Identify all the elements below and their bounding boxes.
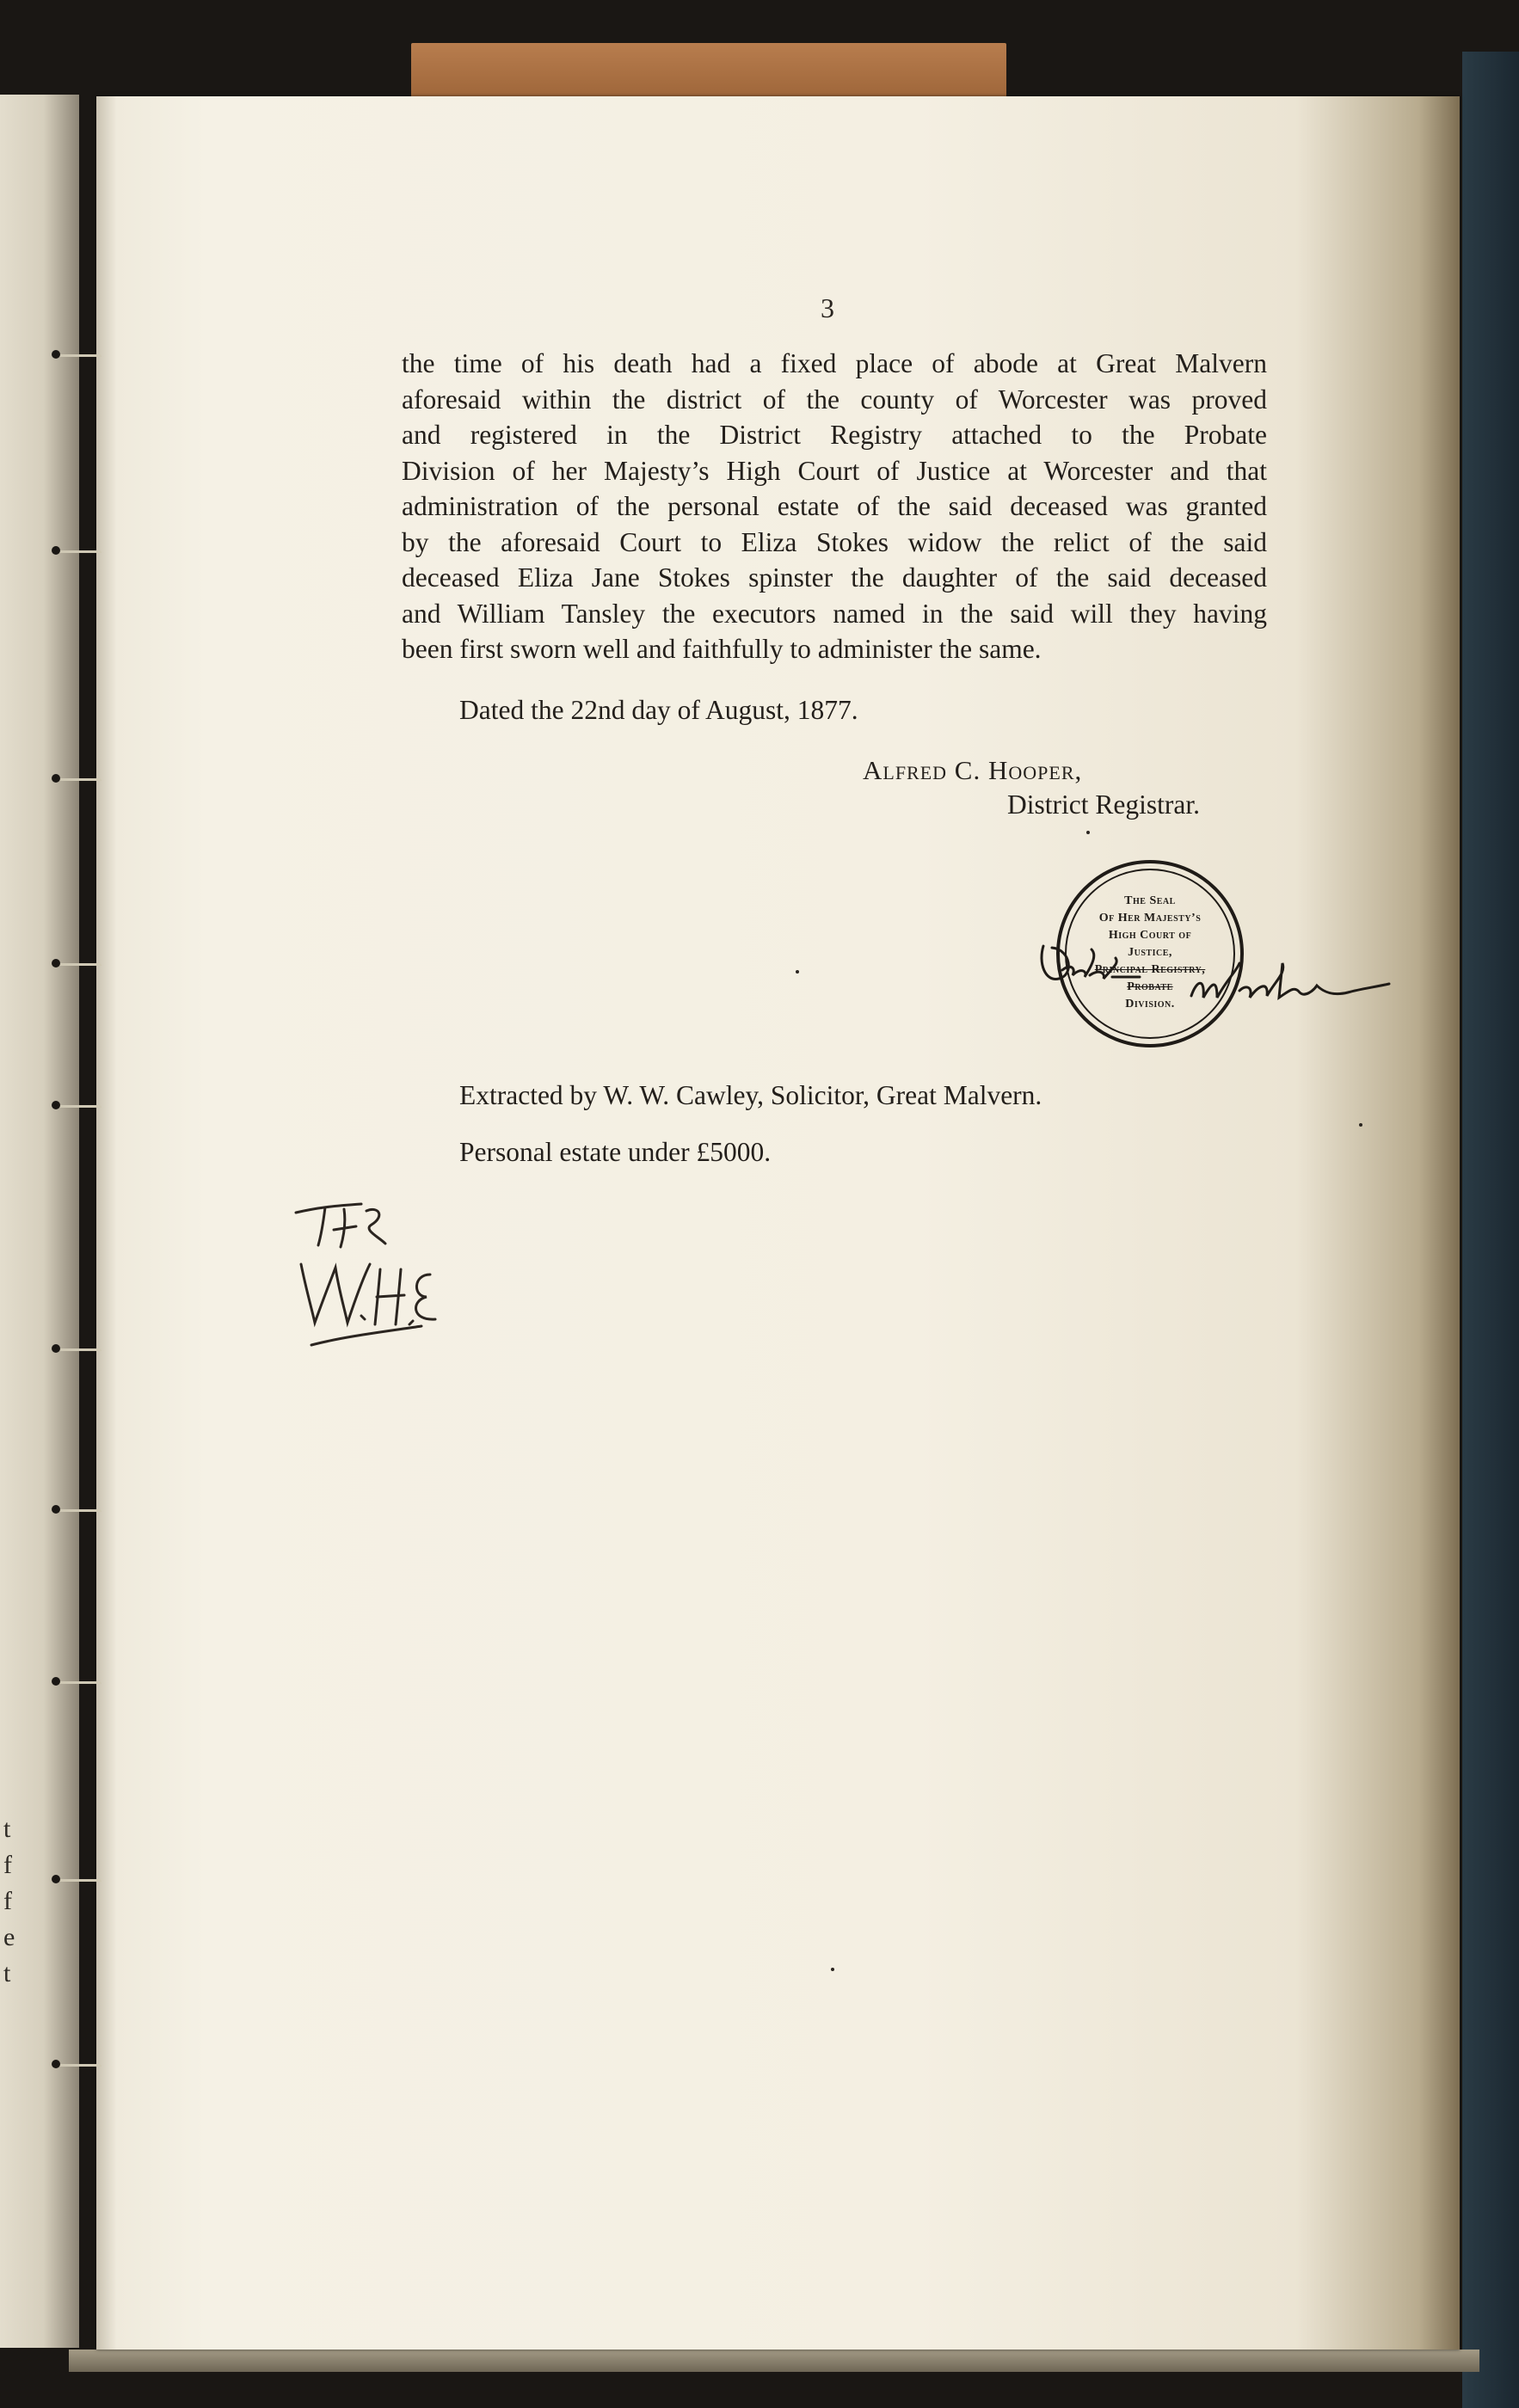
extracted-by-line: Extracted by W. W. Cawley, Solicitor, Great Malvern.: [459, 1080, 1042, 1110]
probate-body-text: [402, 346, 1267, 667]
margin-handwritten-initials: [284, 1195, 456, 1350]
body-line: aforesaid within the district of the county of Worcester was proved: [402, 384, 1267, 415]
paper-speck: [1359, 1123, 1362, 1127]
book-binding: [1462, 52, 1519, 2408]
seal-line: Principal Registry,: [1094, 963, 1206, 976]
left-page-fragment: e: [3, 1923, 15, 1951]
body-line: Division of her Majesty’s High Court of Justice at Worcester and that: [402, 455, 1267, 486]
dated-line: Dated the 22nd day of August, 1877.: [459, 695, 858, 725]
left-page-fragment: f: [3, 1887, 12, 1915]
seal-line: Division.: [1125, 998, 1175, 1010]
body-line: and William Tansley the executors named in the said will they having: [402, 598, 1267, 629]
binding-stitch: [57, 2064, 101, 2075]
left-page-fragment: f: [3, 1851, 12, 1879]
binding-stitch: [57, 354, 101, 366]
binding-stitch: [57, 1681, 101, 1692]
binding-stitch: [57, 1509, 101, 1520]
page-bottom-edge: [69, 2350, 1479, 2372]
seal-line: High Court of: [1108, 929, 1192, 942]
left-page-fragment: t: [3, 1959, 11, 1987]
paper-speck: [831, 1968, 834, 1971]
seal-line: Justice,: [1128, 946, 1172, 959]
binding-stitch: [57, 1879, 101, 1890]
binding-stitch: [57, 1348, 101, 1360]
seal-line: Of Her Majesty’s: [1098, 912, 1202, 924]
body-line: administration of the personal estate of the said deceased was granted: [402, 491, 1267, 521]
body-line: the time of his death had a fixed place of abode at Great Malvern: [402, 348, 1267, 378]
paper-speck: [1086, 831, 1090, 834]
seal-handwriting-signature: [1036, 929, 1398, 1032]
binding-stitch: [57, 550, 101, 562]
registrar-name: Alfred C. Hooper,: [863, 755, 1083, 785]
body-line: deceased Eliza Jane Stokes spinster the daughter of the said deceased: [402, 562, 1267, 593]
page-number: 3: [821, 292, 834, 323]
seal-line: The Seal: [1124, 894, 1176, 907]
binding-stitch: [57, 1105, 101, 1116]
body-line: and registered in the District Registry attached to the Probate: [402, 420, 1267, 450]
body-line: been first sworn well and faithfully to administer the same.: [402, 634, 1042, 664]
body-line: by the aforesaid Court to Eliza Stokes widow the relict of the said: [402, 526, 1267, 557]
binding-stitch: [57, 963, 101, 974]
left-page-fragment: t: [3, 1815, 11, 1843]
registrar-title: District Registrar.: [1007, 789, 1200, 820]
personal-estate-line: Personal estate under £5000.: [459, 1137, 772, 1167]
left-page-edge: [0, 95, 79, 2348]
paper-speck: [796, 970, 799, 974]
binding-stitch: [57, 778, 101, 789]
paper-tab-strip: [411, 43, 1006, 103]
seal-line: Probate: [1127, 980, 1173, 993]
